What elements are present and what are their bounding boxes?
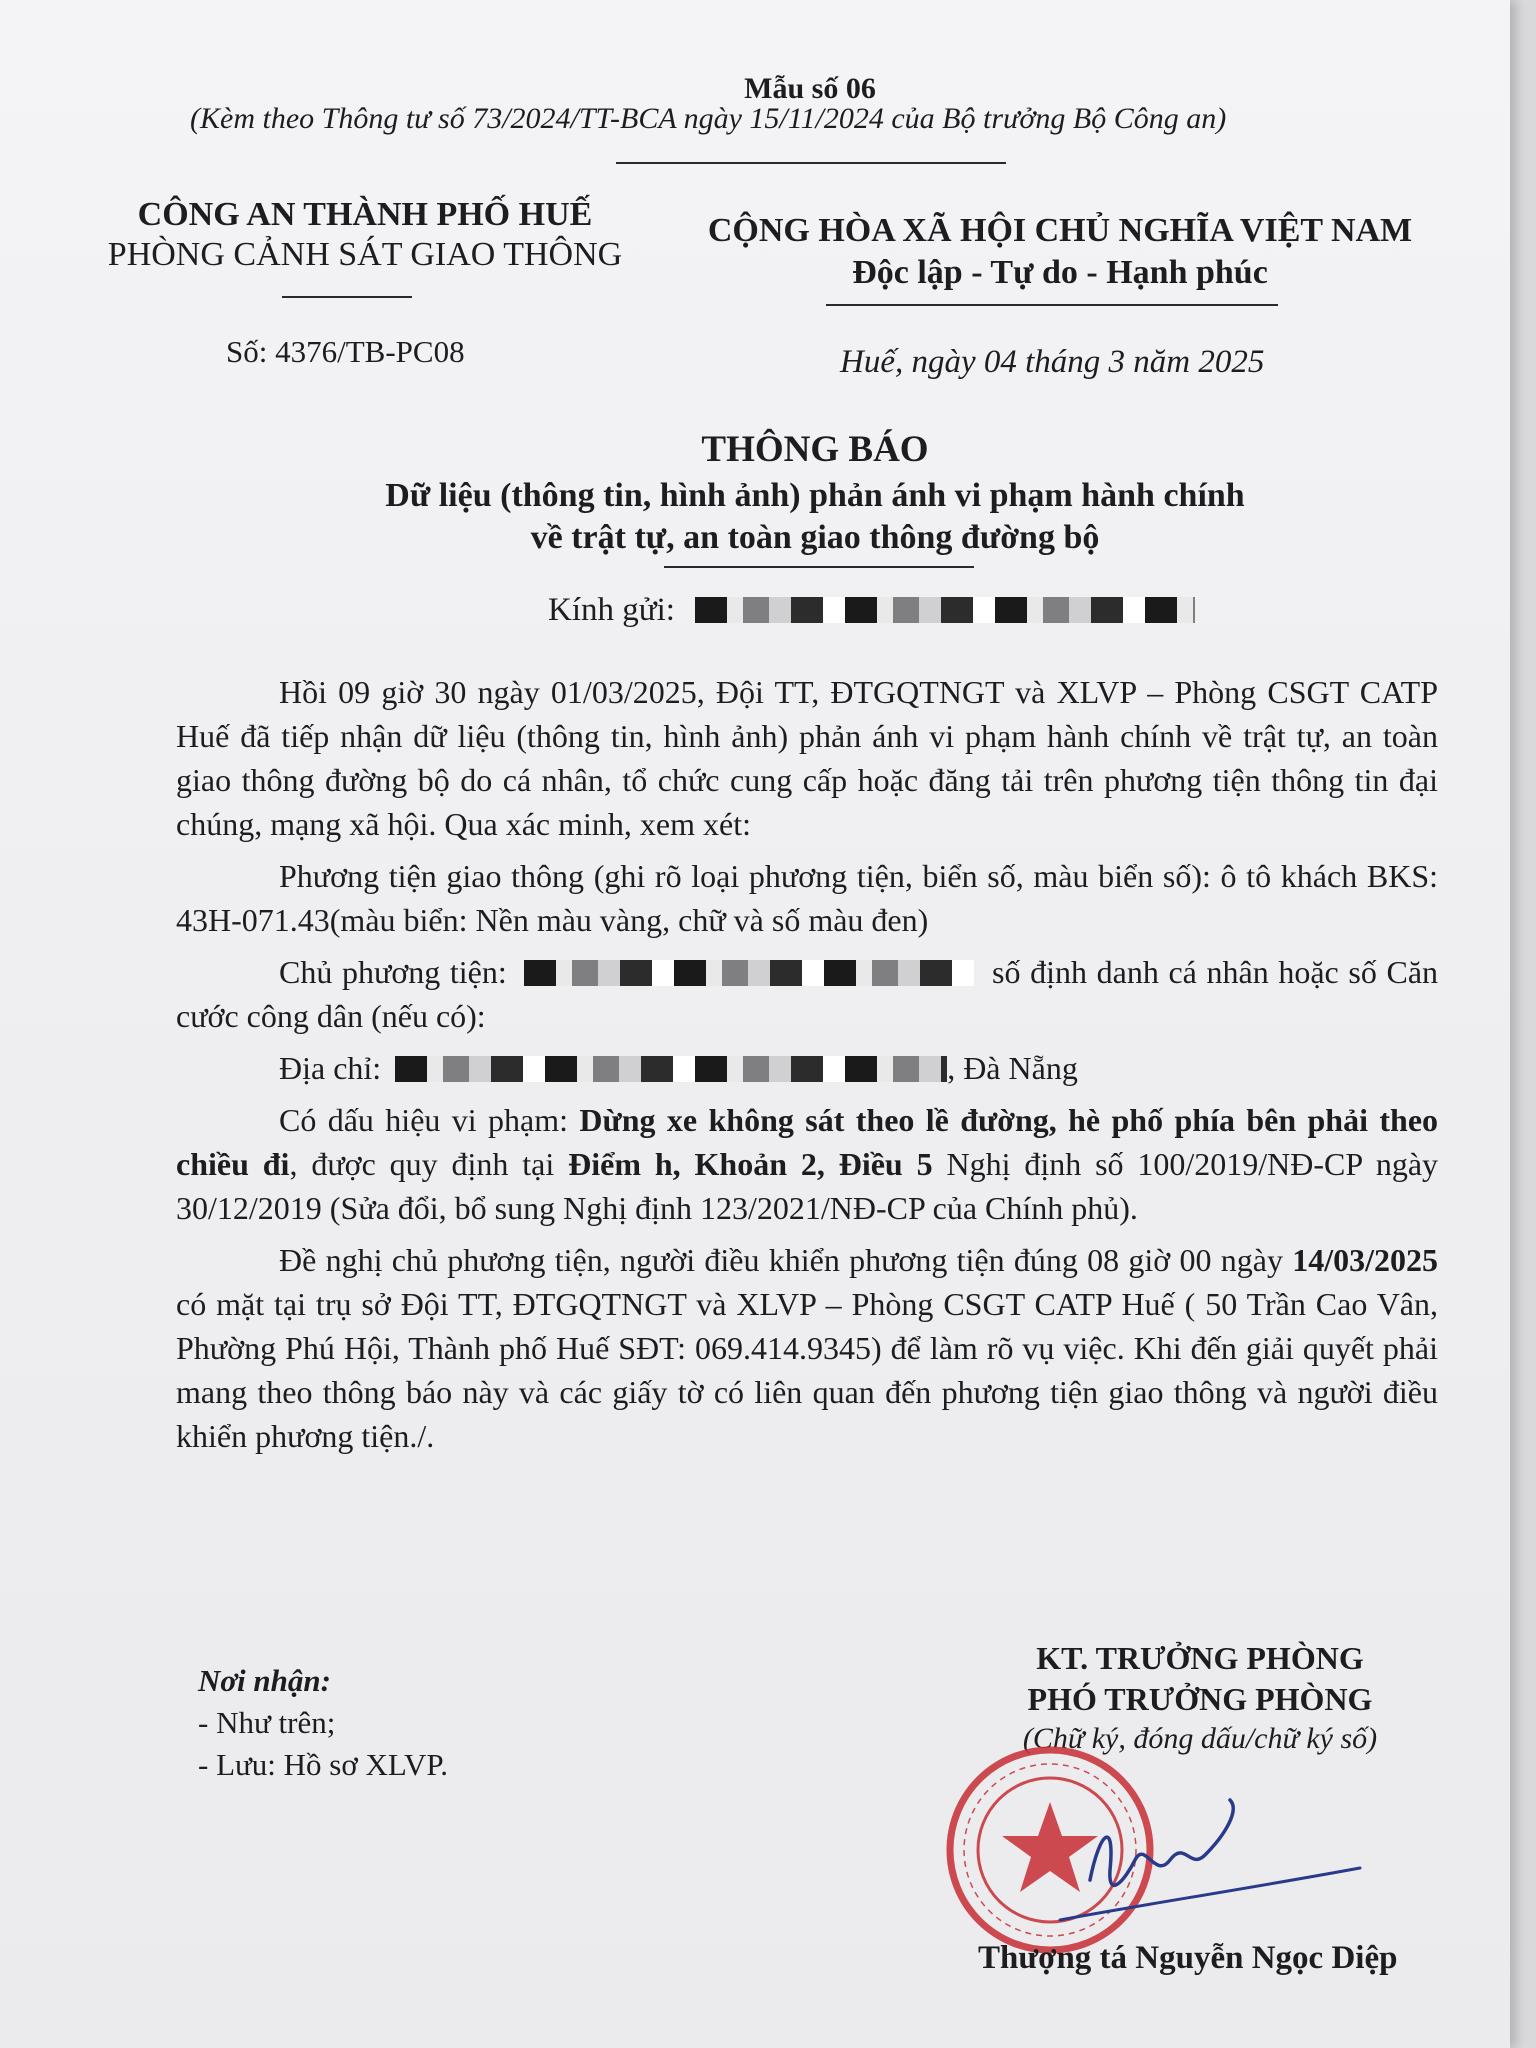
request-tail: có mặt tại trụ sở Đội TT, ĐTGQTNGT và XLVP – Phòng CSGT CATP Huế ( 50 Trần Cao Vân, Phường Phú Hội, Thành phố Huế SĐT: 069.414.9345) để làm rõ vụ việc. Khi đến giải quyết phải mang theo thông báo này và các giấy tờ có liên quan đến phương tiện giao thông và người điều khiển phương tiện./. [176,1286,1438,1454]
violation-mid: , được quy định tại [289,1146,555,1182]
header-rule [616,162,1006,164]
signer-name: Thượng tá Nguyễn Ngọc Diệp [978,1940,1398,1976]
paragraph-vehicle: Phương tiện giao thông (ghi rõ loại phương tiện, biển số, màu biển số): ô tô khách BKS: 43H-071.43(màu biển: Nền màu vàng, chữ và số màu đen) [176,858,1438,938]
title-line-1: Dữ liệu (thông tin, hình ảnh) phản ánh vi phạm hành chính [385,477,1245,514]
signature-line-3: (Chữ ký, đóng dấu/chữ ký số) [1022,1722,1378,1755]
violation-description: Dừng xe không sát theo lề đường, hè phố phía bên phải theo chiều đi [176,1102,1439,1182]
paragraph-received: Hồi 09 giờ 30 ngày 01/03/2025, Đội TT, ĐTGQTNGT và XLVP – Phòng CSGT CATP Huế đã tiếp nhận dữ liệu (thông tin, hình ảnh) phản ánh vi phạm hành chính về trật tự, an toàn giao thông đường bộ do cá nhân, tổ chức cung cấp hoặc đăng tải trên phương tiện thông tin đại chúng, mạng xã hội. Qua xác minh, xem xét: [176,674,1438,842]
title-main: THÔNG BÁO [701,429,929,470]
redacted-recipient [695,597,1195,623]
document-body [176,670,1438,1458]
recipient-label: Kính gửi: [548,592,675,628]
redacted-owner [524,960,974,986]
request-date: 14/03/2025 [1292,1242,1439,1278]
handwritten-signature-icon [1060,1800,1360,1920]
request-lead: Đề nghị chủ phương tiện, người điều khiển phương tiện đúng 08 giờ 00 ngày [279,1242,1283,1278]
address-label: Địa chỉ: [279,1050,382,1086]
title-line-2: về trật tự, an toàn giao thông đường bộ [530,519,1100,556]
owner-suffix: số định danh cá nhân hoặc số Căn cước công dân (nếu có): [176,954,1439,1034]
agency-header [70,196,660,274]
recipients-block [198,1660,448,1786]
violation-clause: Điểm h, Khoản 2, Điều 5 [568,1146,933,1182]
agency-department: PHÒNG CẢNH SÁT GIAO THÔNG [107,236,623,273]
nation-motto: Độc lập - Tự do - Hạnh phúc [852,254,1268,291]
paragraph-request [176,1238,1438,1458]
official-seal-icon [950,1750,1150,1950]
paragraph-address [176,1046,1438,1090]
document-title [300,428,1330,557]
violation-tail: Nghị định số 100/2019/NĐ-CP ngày 30/12/2019 (Sửa đổi, bổ sung Nghị định 123/2021/NĐ-CP của Chính phủ). [176,1146,1439,1226]
violation-lead: Có dấu hiệu vi phạm: [279,1102,569,1138]
nation-header [680,212,1440,292]
paragraph-owner [176,950,1438,1038]
recipient-line [548,592,1195,629]
motto-rule [826,304,1278,306]
recipients-item-2: - Lưu: Hồ sơ XLVP. [198,1747,448,1782]
recipients-heading: Nơi nhận: [198,1663,331,1698]
official-stamp-and-signature [940,1730,1380,1960]
agency-rule [282,296,412,298]
document-number: Số: 4376/TB-PC08 [226,334,465,369]
form-number: Mẫu số 06 [744,72,876,105]
title-rule [664,566,974,568]
paragraph-violation [176,1098,1438,1230]
nation-name: CỘNG HÒA XÃ HỘI CHỦ NGHĨA VIỆT NAM [707,212,1413,249]
redacted-address [395,1056,947,1082]
recipients-item-1: - Như trên; [198,1705,336,1740]
agency-name: CÔNG AN THÀNH PHỐ HUẾ [137,196,593,233]
signature-line-2: PHÓ TRƯỞNG PHÒNG [1027,1681,1373,1717]
address-suffix: , Đà Nẵng [947,1050,1078,1086]
owner-label: Chủ phương tiện: [279,954,507,990]
document-date: Huế, ngày 04 tháng 3 năm 2025 [840,344,1265,380]
signature-line-1: KT. TRƯỞNG PHÒNG [1036,1640,1364,1676]
form-reference: (Kèm theo Thông tư số 73/2024/TT-BCA ngày 15/11/2024 của Bộ trưởng Bộ Công an) [190,102,1227,135]
